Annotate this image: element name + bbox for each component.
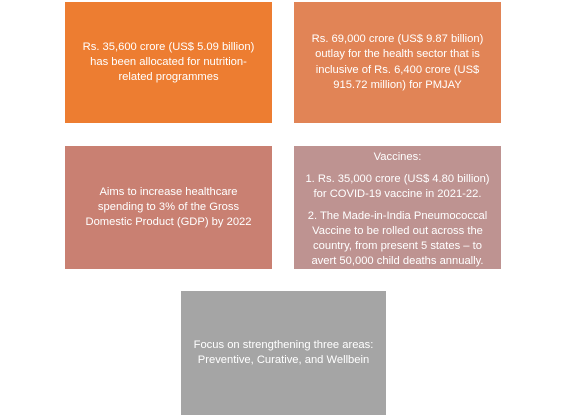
vaccines-item-2: 2. The Made-in-India Pneumococcal Vaccine to be rolled out across the country, from present 5 states – to avert 50,000 child deaths annually. [307,209,488,268]
nutrition-box [65,2,272,123]
health-outlay-box [294,2,501,123]
vaccines-item-1: 1. Rs. 35,000 crore (US$ 4.80 billion) for COVID-19 vaccine in 2021-22. [305,173,490,201]
gdp-target-text: Aims to increase healthcare spending to 3% of the Gross Domestic Product (GDP) by 2022 [85,185,252,229]
gdp-target-box [65,146,272,269]
vaccines-box [294,146,501,269]
nutrition-text: Rs. 35,600 crore (US$ 5.09 billion) has been allocated for nutrition-related programmes [82,40,255,84]
vaccines-heading: Vaccines: [373,151,422,163]
focus-text: Focus on strengthening three areas: Preventive, Curative, and Wellbein [193,338,374,366]
focus-box [181,291,386,415]
health-outlay-text: Rs. 69,000 crore (US$ 9.87 billion) outlay for the health sector that is inclusive of Rs. 6,400 crore (US$ 915.72 million) for PMJAY [311,33,484,91]
